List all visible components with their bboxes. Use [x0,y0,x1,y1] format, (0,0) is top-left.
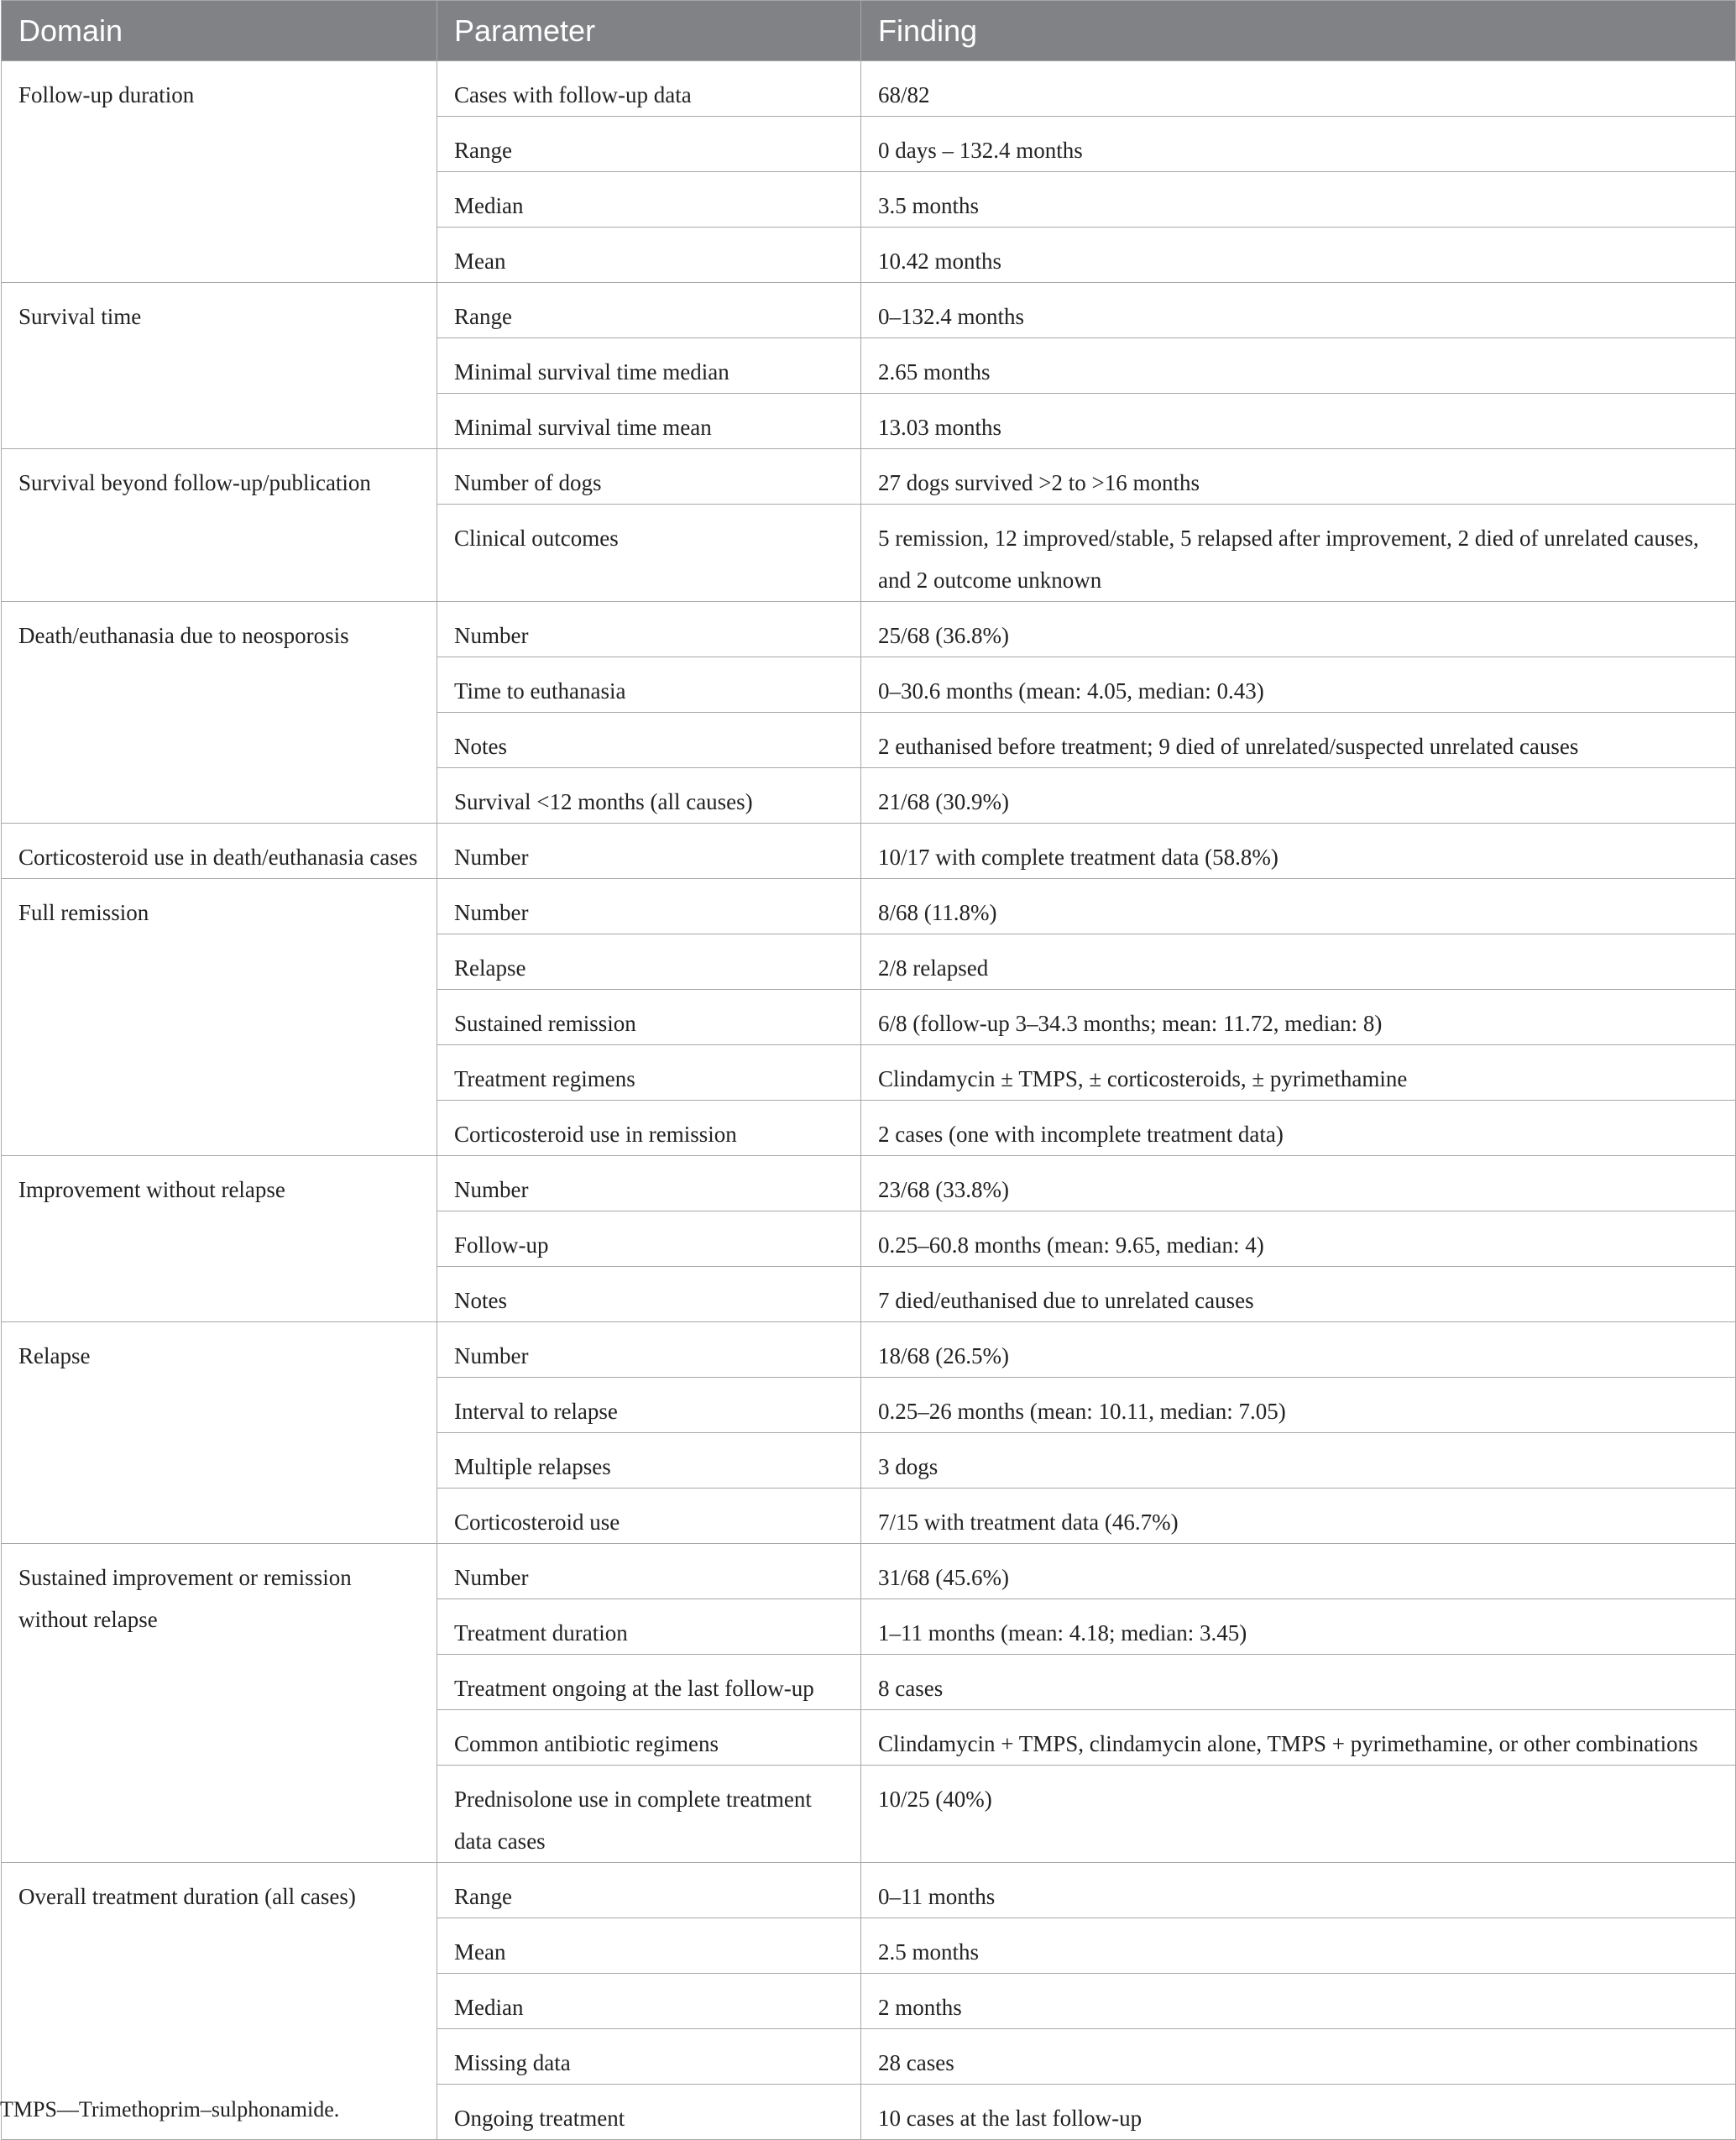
parameter-cell: Clinical outcomes [437,505,861,602]
finding-cell: 7 died/euthanised due to unrelated causes [861,1267,1736,1322]
finding-cell: 0–30.6 months (mean: 4.05, median: 0.43) [861,657,1736,713]
table-row [2,1863,1736,1918]
finding-cell: Clindamycin + TMPS, clindamycin alone, TMPS + pyrimethamine, or other combinations [861,1710,1736,1766]
finding-cell: 7/15 with treatment data (46.7%) [861,1489,1736,1544]
finding-cell: 10.42 months [861,228,1736,283]
domain-cell: Survival time [2,283,437,449]
header-parameter: Parameter [437,1,861,61]
parameter-cell: Common antibiotic regimens [437,1710,861,1766]
finding-cell: 23/68 (33.8%) [861,1156,1736,1211]
table-row [2,879,1736,934]
parameter-cell: Notes [437,713,861,768]
table-row [2,449,1736,505]
finding-cell: 2 cases (one with incomplete treatment data) [861,1101,1736,1156]
parameter-cell: Minimal survival time mean [437,394,861,449]
finding-cell: 18/68 (26.5%) [861,1322,1736,1378]
finding-cell: 2.5 months [861,1918,1736,1974]
table-row [2,1544,1736,1599]
parameter-cell: Treatment regimens [437,1045,861,1101]
finding-cell: 1–11 months (mean: 4.18; median: 3.45) [861,1599,1736,1655]
header-domain: Domain [2,1,437,61]
finding-cell: 10 cases at the last follow-up [861,2085,1736,2140]
parameter-cell: Mean [437,1918,861,1974]
finding-cell: 10/25 (40%) [861,1766,1736,1863]
header-row [2,1,1736,61]
parameter-cell: Cases with follow-up data [437,61,861,117]
parameter-cell: Range [437,1863,861,1918]
header-finding: Finding [861,1,1736,61]
parameter-cell: Relapse [437,934,861,990]
parameter-cell: Time to euthanasia [437,657,861,713]
finding-cell: 2 months [861,1974,1736,2029]
domain-cell: Follow-up duration [2,61,437,283]
table-footnote: TMPS—Trimethoprim–sulphonamide. [0,2097,340,2122]
finding-cell: 8/68 (11.8%) [861,879,1736,934]
finding-cell: 8 cases [861,1655,1736,1710]
table-row [2,602,1736,657]
finding-cell: 21/68 (30.9%) [861,768,1736,824]
finding-cell: 2.65 months [861,338,1736,394]
parameter-cell: Notes [437,1267,861,1322]
table-row [2,61,1736,117]
parameter-cell: Median [437,172,861,228]
table-row [2,283,1736,338]
table-body [2,61,1736,2140]
parameter-cell: Multiple relapses [437,1433,861,1489]
parameter-cell: Missing data [437,2029,861,2085]
domain-cell: Sustained improvement or remission without relapse [2,1544,437,1863]
domain-cell: Improvement without relapse [2,1156,437,1322]
parameter-cell: Range [437,117,861,172]
finding-cell: 68/82 [861,61,1736,117]
parameter-cell: Number [437,1544,861,1599]
parameter-cell: Survival <12 months (all causes) [437,768,861,824]
parameter-cell: Number [437,824,861,879]
table-row [2,824,1736,879]
finding-cell: 2/8 relapsed [861,934,1736,990]
parameter-cell: Follow-up [437,1211,861,1267]
finding-cell: 0.25–60.8 months (mean: 9.65, median: 4) [861,1211,1736,1267]
parameter-cell: Number of dogs [437,449,861,505]
parameter-cell: Number [437,1156,861,1211]
parameter-cell: Number [437,879,861,934]
finding-cell: 27 dogs survived >2 to >16 months [861,449,1736,505]
domain-cell: Death/euthanasia due to neosporosis [2,602,437,824]
parameter-cell: Sustained remission [437,990,861,1045]
finding-cell: 2 euthanised before treatment; 9 died of unrelated/suspected unrelated causes [861,713,1736,768]
parameter-cell: Prednisolone use in complete treatment data cases [437,1766,861,1863]
finding-cell: 0–11 months [861,1863,1736,1918]
parameter-cell: Number [437,602,861,657]
table-row [2,1322,1736,1378]
finding-cell: 3 dogs [861,1433,1736,1489]
finding-cell: 25/68 (36.8%) [861,602,1736,657]
parameter-cell: Treatment ongoing at the last follow-up [437,1655,861,1710]
finding-cell: 0.25–26 months (mean: 10.11, median: 7.05) [861,1378,1736,1433]
domain-cell: Corticosteroid use in death/euthanasia cases [2,824,437,879]
domain-cell: Survival beyond follow-up/publication [2,449,437,602]
domain-cell: Relapse [2,1322,437,1544]
finding-cell: 28 cases [861,2029,1736,2085]
parameter-cell: Mean [437,228,861,283]
finding-cell: 5 remission, 12 improved/stable, 5 relapsed after improvement, 2 died of unrelated causes, and 2 outcome unknown [861,505,1736,602]
parameter-cell: Minimal survival time median [437,338,861,394]
results-table [1,0,1736,2140]
finding-cell: 0 days – 132.4 months [861,117,1736,172]
parameter-cell: Interval to relapse [437,1378,861,1433]
domain-cell: Full remission [2,879,437,1156]
finding-cell: Clindamycin ± TMPS, ± corticosteroids, ± pyrimethamine [861,1045,1736,1101]
parameter-cell: Corticosteroid use [437,1489,861,1544]
finding-cell: 10/17 with complete treatment data (58.8%) [861,824,1736,879]
table-row [2,1156,1736,1211]
parameter-cell: Ongoing treatment [437,2085,861,2140]
parameter-cell: Treatment duration [437,1599,861,1655]
domain-cell: Overall treatment duration (all cases) [2,1863,437,2140]
finding-cell: 6/8 (follow-up 3–34.3 months; mean: 11.72, median: 8) [861,990,1736,1045]
finding-cell: 0–132.4 months [861,283,1736,338]
finding-cell: 31/68 (45.6%) [861,1544,1736,1599]
parameter-cell: Number [437,1322,861,1378]
parameter-cell: Range [437,283,861,338]
finding-cell: 13.03 months [861,394,1736,449]
table-header [2,1,1736,61]
finding-cell: 3.5 months [861,172,1736,228]
parameter-cell: Corticosteroid use in remission [437,1101,861,1156]
parameter-cell: Median [437,1974,861,2029]
